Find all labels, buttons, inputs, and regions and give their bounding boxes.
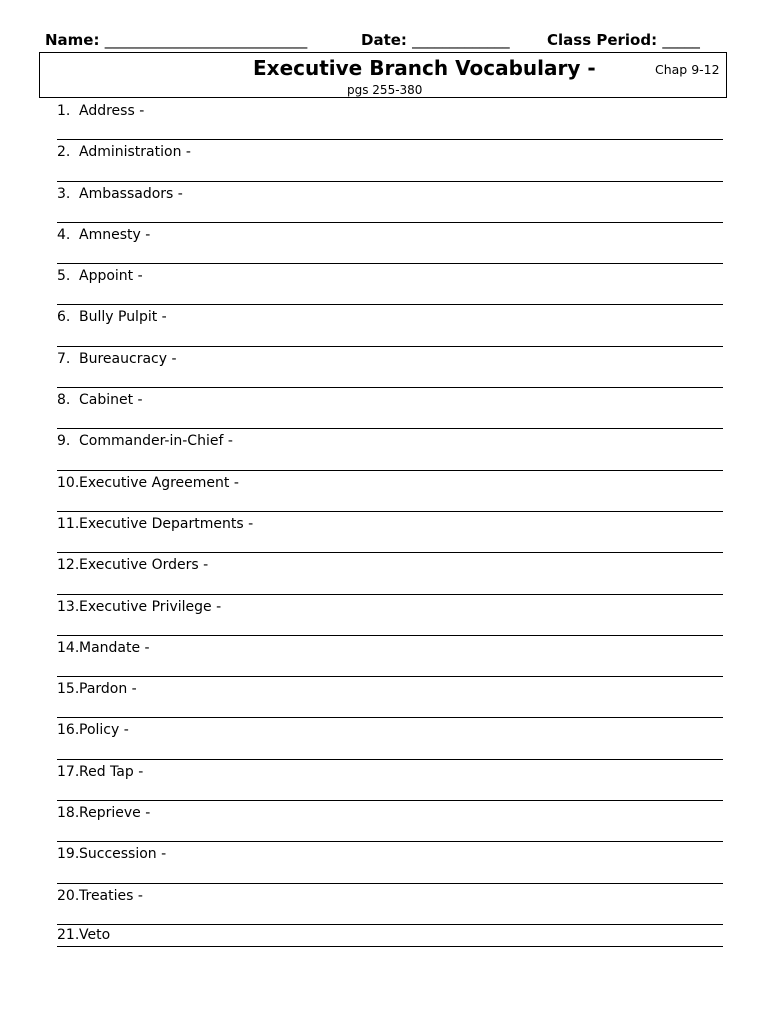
vocab-row[interactable] bbox=[57, 884, 723, 925]
class-period-blank[interactable]: _____ bbox=[662, 31, 700, 49]
vocab-number: 19. bbox=[57, 846, 80, 863]
vocab-number: 5. bbox=[57, 268, 71, 285]
vocab-number: 13. bbox=[57, 598, 80, 615]
vocab-row[interactable] bbox=[57, 305, 723, 346]
vocab-row[interactable] bbox=[57, 595, 723, 636]
vocab-number: 4. bbox=[57, 226, 71, 243]
vocab-term: Ambassadors - bbox=[79, 185, 183, 202]
worksheet-header bbox=[45, 31, 715, 51]
vocab-row[interactable] bbox=[57, 182, 723, 223]
vocabulary-list bbox=[57, 99, 723, 947]
vocab-number: 21. bbox=[57, 926, 80, 943]
vocab-term: Bully Pulpit - bbox=[79, 309, 167, 326]
vocab-number: 12. bbox=[57, 557, 80, 574]
page-range: pgs 255-380 bbox=[347, 83, 423, 97]
vocab-number: 20. bbox=[57, 887, 80, 904]
vocab-row[interactable] bbox=[57, 842, 723, 883]
vocab-term: Appoint - bbox=[79, 268, 143, 285]
vocab-number: 7. bbox=[57, 350, 71, 367]
vocab-term: Address - bbox=[79, 103, 145, 119]
vocab-row[interactable] bbox=[57, 429, 723, 470]
vocab-term: Bureaucracy - bbox=[79, 350, 177, 367]
worksheet-title: Executive Branch Vocabulary - bbox=[253, 56, 596, 80]
vocab-number: 16. bbox=[57, 722, 80, 739]
vocab-term: Commander-in-Chief - bbox=[79, 433, 233, 450]
vocab-row[interactable] bbox=[57, 801, 723, 842]
vocab-term: Succession - bbox=[79, 846, 167, 863]
vocab-row[interactable] bbox=[57, 471, 723, 512]
name-field[interactable] bbox=[45, 31, 307, 49]
vocab-row[interactable] bbox=[57, 636, 723, 677]
vocab-term: Amnesty - bbox=[79, 226, 151, 243]
vocab-term: Executive Privilege - bbox=[79, 598, 222, 615]
class-period-field[interactable] bbox=[547, 31, 700, 49]
vocab-row[interactable] bbox=[57, 99, 723, 140]
vocab-number: 8. bbox=[57, 392, 71, 409]
vocab-term: Cabinet - bbox=[79, 392, 143, 409]
vocab-term: Executive Departments - bbox=[79, 515, 254, 532]
vocab-number: 3. bbox=[57, 185, 71, 202]
vocab-number: 11. bbox=[57, 515, 80, 532]
vocab-row[interactable] bbox=[57, 388, 723, 429]
date-blank[interactable]: _____________ bbox=[412, 31, 510, 49]
vocab-number: 2. bbox=[57, 144, 71, 161]
vocab-row[interactable] bbox=[57, 677, 723, 718]
vocab-row[interactable] bbox=[57, 264, 723, 305]
vocab-term: Executive Agreement - bbox=[79, 474, 239, 491]
vocab-row[interactable] bbox=[57, 347, 723, 388]
date-field[interactable] bbox=[361, 31, 510, 49]
vocab-term: Administration - bbox=[79, 144, 191, 161]
vocab-row[interactable] bbox=[57, 553, 723, 594]
vocab-number: 6. bbox=[57, 309, 71, 326]
name-blank[interactable]: ___________________________ bbox=[104, 31, 308, 49]
vocab-term: Executive Orders - bbox=[79, 557, 209, 574]
title-box bbox=[39, 52, 727, 98]
vocab-row[interactable] bbox=[57, 140, 723, 181]
chapter-range: Chap 9-12 bbox=[655, 62, 720, 77]
vocab-number: 14. bbox=[57, 639, 80, 656]
vocab-number: 10. bbox=[57, 474, 80, 491]
vocab-row[interactable] bbox=[57, 925, 723, 947]
vocab-row[interactable] bbox=[57, 760, 723, 801]
vocab-number: 15. bbox=[57, 681, 80, 698]
vocab-number: 9. bbox=[57, 433, 71, 450]
name-label: Name: bbox=[45, 31, 100, 49]
vocab-term: Reprieve - bbox=[79, 805, 151, 822]
vocab-row[interactable] bbox=[57, 223, 723, 264]
vocab-term: Policy - bbox=[79, 722, 129, 739]
vocab-term: Red Tap - bbox=[79, 763, 144, 780]
vocab-term: Treaties - bbox=[79, 887, 143, 904]
vocab-number: 17. bbox=[57, 763, 80, 780]
vocab-row[interactable] bbox=[57, 512, 723, 553]
vocab-number: 1. bbox=[57, 103, 71, 119]
vocab-term: Veto bbox=[79, 926, 111, 943]
vocab-number: 18. bbox=[57, 805, 80, 822]
vocab-row[interactable] bbox=[57, 718, 723, 759]
vocab-term: Mandate - bbox=[79, 639, 150, 656]
date-label: Date: bbox=[361, 31, 407, 49]
vocab-term: Pardon - bbox=[79, 681, 137, 698]
class-period-label: Class Period: bbox=[547, 31, 658, 49]
